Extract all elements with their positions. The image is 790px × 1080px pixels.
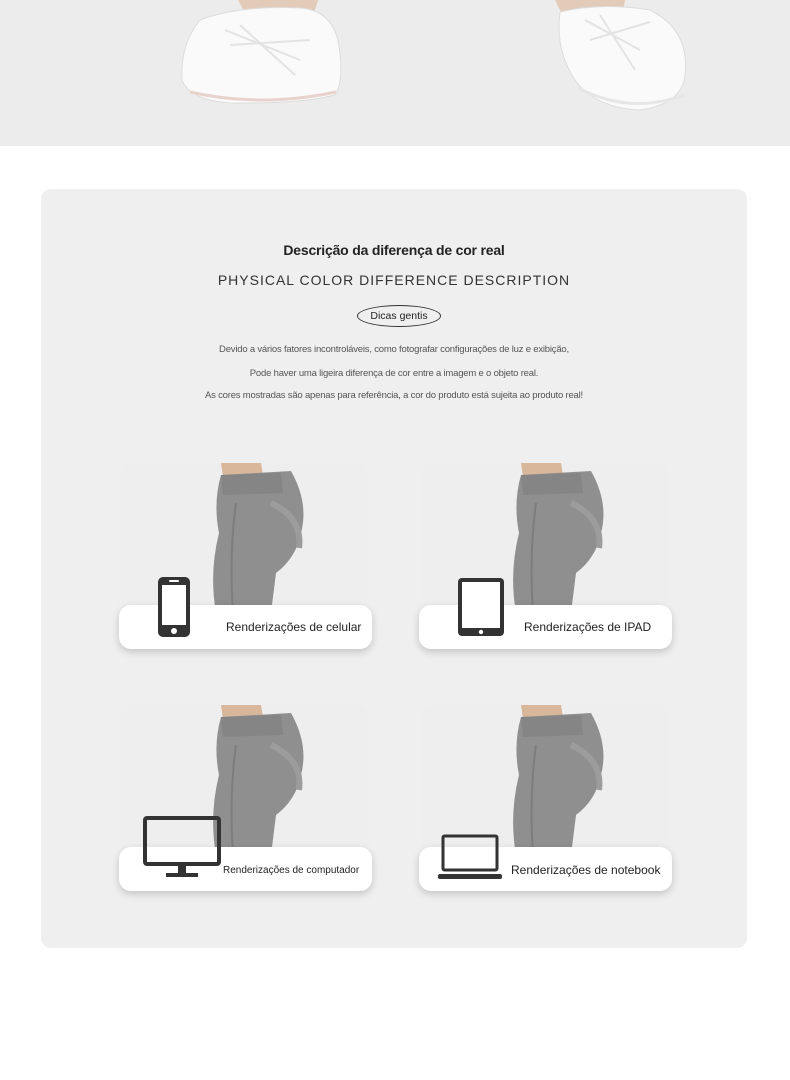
card-label: Renderizações de computador: [223, 865, 360, 876]
laptop-icon: [437, 834, 503, 882]
card-label: Renderizações de notebook: [511, 863, 661, 877]
card-computer-rendering: [119, 705, 375, 895]
tips-badge: Dicas gentis: [357, 305, 441, 327]
card-notebook-rendering: [419, 705, 675, 895]
description-line-2: Pode haver uma ligeira diferença de cor entre a imagem e o objeto real.: [249, 368, 539, 379]
smartphone-icon: [157, 576, 191, 638]
section-subtitle: PHYSICAL COLOR DIFFERENCE DESCRIPTION: [217, 272, 571, 288]
description-line-1: Devido a vários fatores incontroláveis, como fotografar configurações de luz e exibição,: [219, 344, 569, 355]
card-label: Renderizações de celular: [226, 620, 362, 634]
description-line-3: As cores mostradas são apenas para referência, a cor do produto está sujeita ao produto real!: [205, 390, 583, 401]
legging-photo: [421, 705, 669, 855]
desktop-monitor-icon: [143, 816, 221, 880]
section-title: Descrição da diferença de cor real: [283, 242, 505, 258]
card-ipad-rendering: [419, 463, 675, 653]
card-label: Renderizações de IPAD: [524, 620, 652, 634]
tablet-icon: [457, 577, 505, 637]
card-phone-rendering: [119, 463, 375, 653]
color-difference-panel: [41, 189, 747, 948]
hero-product-photo: [0, 0, 790, 146]
